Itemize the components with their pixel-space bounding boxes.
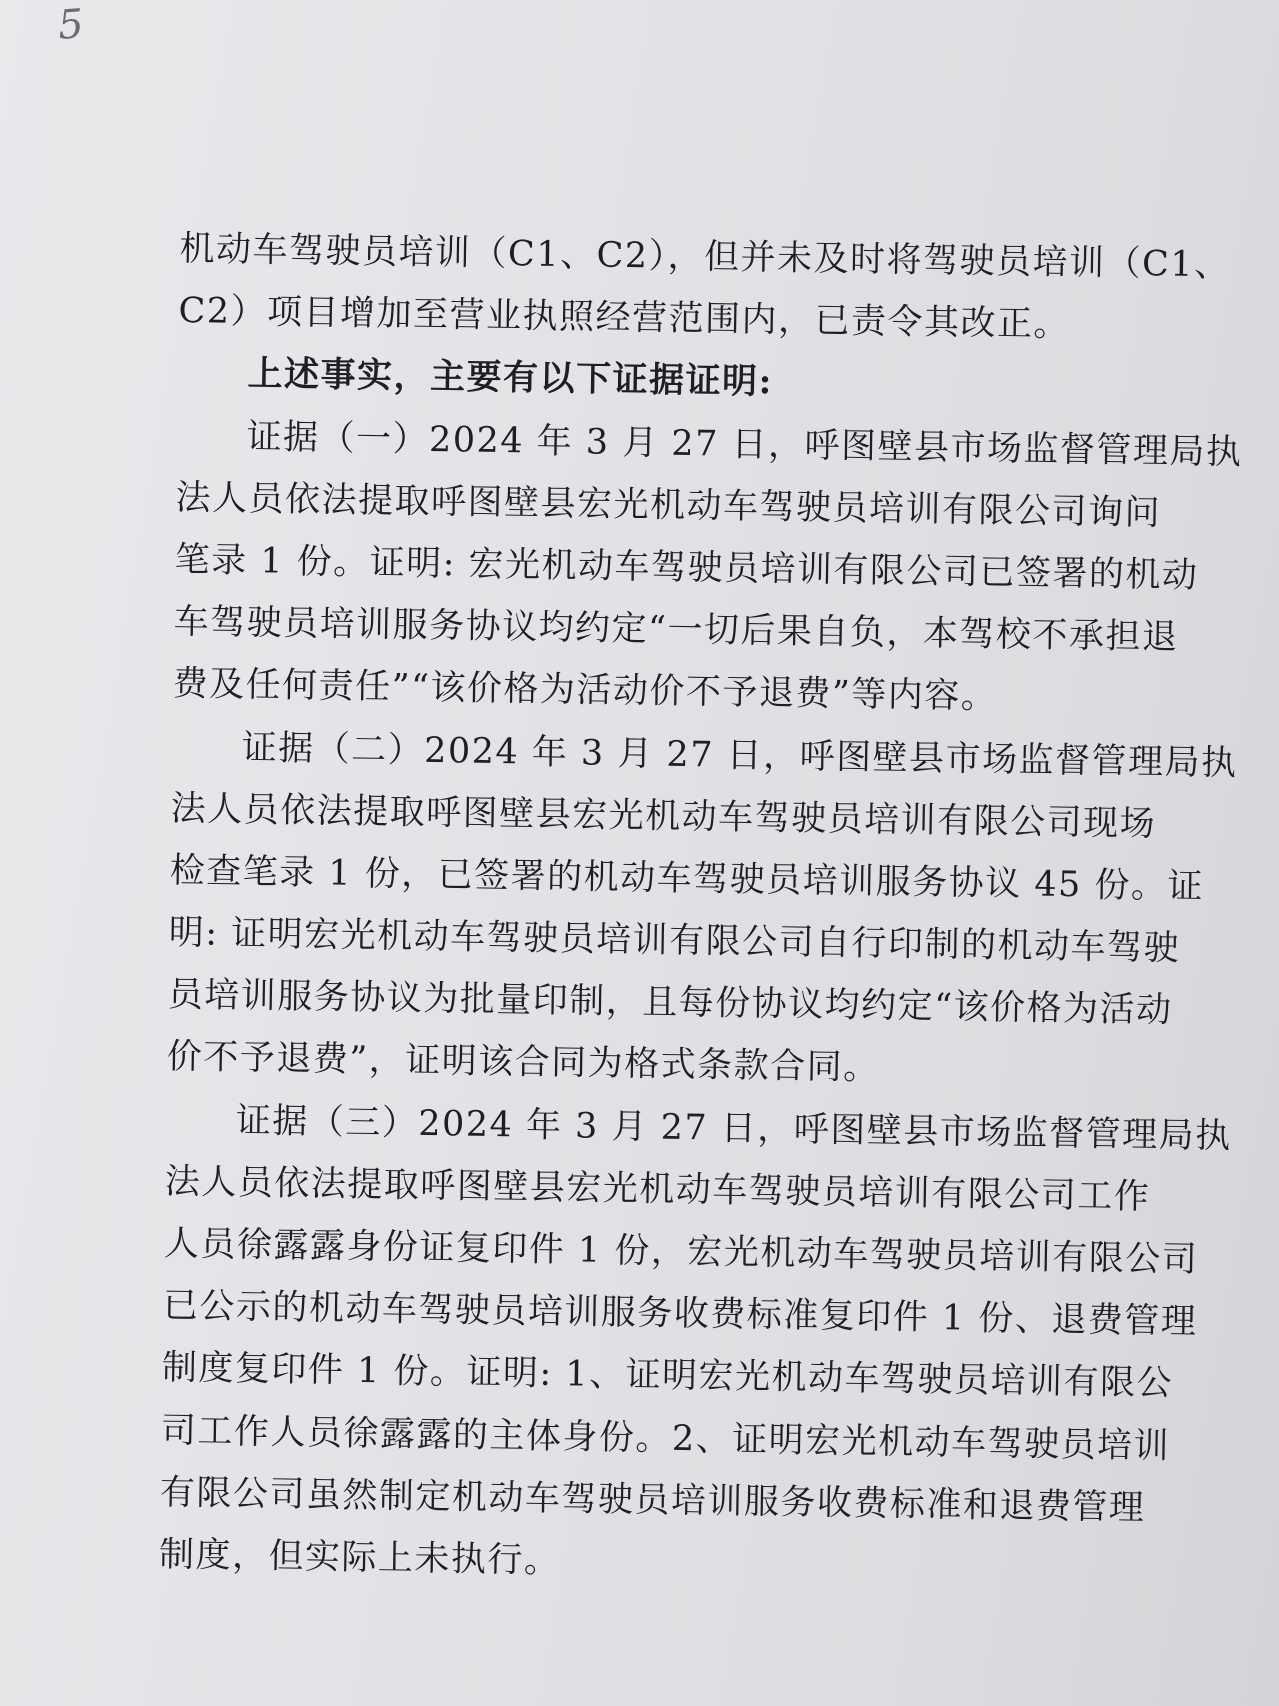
text-line: 制度复印件 1 份。证明: 1、证明宏光机动车驾驶员培训有限公: [161, 1348, 1174, 1405]
text-line: 已公示的机动车驾驶员培训服务收费标准复印件 1 份、退费管理: [162, 1286, 1198, 1343]
text-line: 员培训服务协议为批量印制，且每份协议均约定“该价格为活动: [167, 975, 1173, 1031]
section-heading: 上述事实，主要有以下证据证明:: [247, 353, 774, 403]
text-line: 制度，但实际上未执行。: [158, 1534, 561, 1582]
text-line: 证据（一）2024 年 3 月 27 日，呼图壁县市场监督管理局执: [246, 416, 1243, 473]
text-line: 检查笔录 1 份，已签署的机动车驾驶员培训服务协议 45 份。证: [169, 850, 1205, 908]
text-line: 价不予退费”，证明该合同为格式条款合同。: [166, 1037, 880, 1089]
text-line: 法人员依法提取呼图壁县宏光机动车驾驶员培训有限公司询问: [175, 477, 1162, 534]
text-line: 司工作人员徐露露的主体身份。2、证明宏光机动车驾驶员培训: [160, 1410, 1171, 1467]
text-line: 机动车驾驶员培训（C1、C2），但并未及时将驾驶员培训（C1、: [179, 228, 1231, 286]
text-line: 证据（三）2024 年 3 月 27 日，呼图壁县市场监督管理局执: [235, 1100, 1233, 1157]
document-body: [158, 218, 1243, 1602]
text-line: 法人员依法提取呼图壁县宏光机动车驾驶员培训有限公司现场: [170, 788, 1157, 845]
handwritten-page-number: 5: [56, 1, 86, 49]
text-line: 明: 证明宏光机动车驾驶员培训有限公司自行印制的机动车驾驶: [168, 912, 1181, 969]
text-line: 车驾驶员培训服务协议均约定“一切后果自负，本驾校不承担退: [173, 602, 1179, 658]
text-line: 法人员依法提取呼图壁县宏光机动车驾驶员培训有限公司工作: [164, 1161, 1151, 1218]
text-line: 笔录 1 份。证明: 宏光机动车驾驶员培训有限公司已签署的机动: [174, 539, 1199, 596]
text-line: 有限公司虽然制定机动车驾驶员培训服务收费标准和退费管理: [159, 1472, 1146, 1529]
text-line: 费及任何责任”“该价格为活动价不予退费”等内容。: [172, 664, 998, 718]
text-line: 证据（二）2024 年 3 月 27 日，呼图壁县市场监督管理局执: [241, 727, 1238, 784]
text-line: 人员徐露露身份证复印件 1 份，宏光机动车驾驶员培训有限公司: [163, 1223, 1199, 1281]
text-line: C2）项目增加至营业执照经营范围内，已责令其改正。: [178, 291, 1071, 346]
